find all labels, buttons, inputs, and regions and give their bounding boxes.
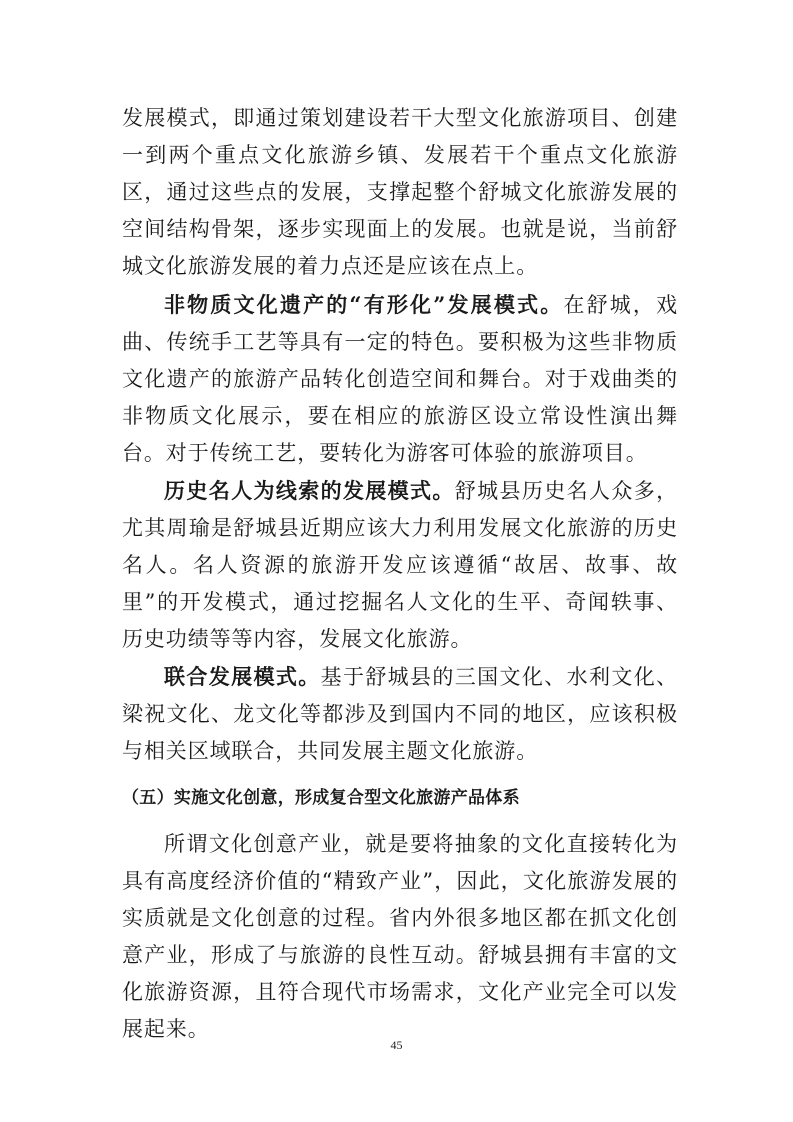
paragraph-text: 发展模式，即通过策划建设若干大型文化旅游项目、创建一到两个重点文化旅游乡镇、发展若干个重点文化旅游区，通过这些点的发展，支撑起整个舒城文化旅游发展的空间结构骨架，逐步实现面上的发展。也就是说，当前舒城文化旅游发展的着力点还是应该在点上。	[122, 106, 678, 278]
paragraph-lead-heading: 历史名人为线索的发展模式。	[164, 478, 455, 503]
page-number: 45	[390, 1038, 403, 1052]
paragraph-intangible-heritage-mode	[122, 286, 678, 472]
paragraph-joint-development-mode	[122, 658, 678, 770]
section-heading: （五）实施文化创意，形成复合型文化旅游产品体系	[122, 788, 520, 808]
paragraph-cultural-creativity	[122, 826, 678, 1048]
paragraph-lead-heading: 非物质文化遗产的“有形化”发展模式。	[164, 292, 564, 317]
paragraph-historical-figures-mode	[122, 472, 678, 658]
paragraph-text: 所谓文化创意产业，就是要将抽象的文化直接转化为具有高度经济价值的“精致产业”，因此，文化旅游发展的实质就是文化创意的过程。省内外很多地区都在抓文化创意产业，形成了与旅游的良性互动。舒城县拥有丰富的文化旅游资源，且符合现代市场需求，文化产业完全可以发展起来。	[122, 832, 678, 1041]
paragraph-lead-heading: 联合发展模式。	[164, 664, 321, 689]
paragraph-text: 在舒城，戏曲、传统手工艺等具有一定的特色。要积极为这些非物质文化遗产的旅游产品转化创造空间和舞台。对于戏曲类的非物质文化展示，要在相应的旅游区设立常设性演出舞台。对于传统工艺，要转化为游客可体验的旅游项目。	[122, 293, 679, 465]
paragraph-text: 舒城县历史名人众多，尤其周瑜是舒城县近期应该大力利用发展文化旅游的历史名人。名人资源的旅游开发应该遵循“故居、故事、故里”的开发模式，通过挖掘名人文化的生平、奇闻轶事、历史功绩等等内容，发展文化旅游。	[122, 479, 679, 651]
paragraph-development-mode-continued	[122, 100, 678, 285]
paragraph-text: 基于舒城县的三国文化、水利文化、梁祝文化、龙文化等都涉及到国内不同的地区，应该积极与相关区域联合，共同发展主题文化旅游。	[122, 665, 678, 763]
